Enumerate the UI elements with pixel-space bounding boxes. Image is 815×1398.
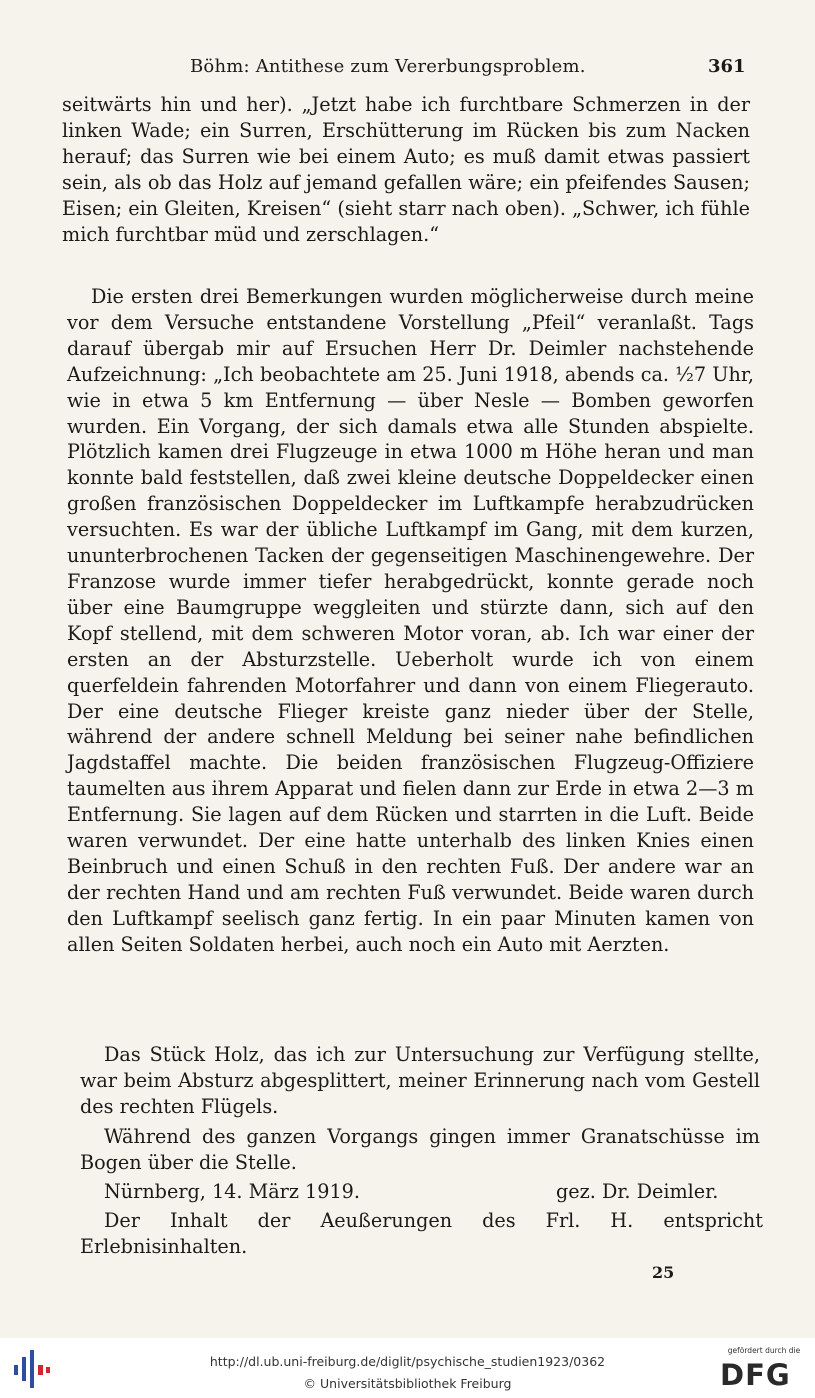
- paragraph-grenades: Während des ganzen Vorgangs gingen immer Granatschüsse im Bogen über die Stelle.: [80, 1125, 760, 1174]
- footer-url-link[interactable]: http://dl.ub.uni-freiburg.de/diglit/psychische_studien1923/0362: [209, 1354, 606, 1369]
- signature-place-date: Nürnberg, 14. März 1919.: [104, 1180, 360, 1203]
- paragraph-deimler-report: Die ersten drei Bemerkungen wurden möglicherweise durch meine vor dem Versuche entstandene Vorstellung „Pfeil“ veranlaßt. Tags darauf übergab mir auf Ersuchen Herr Dr. Deimler nachstehende Aufzeichnung: „Ich beobachtete am 25. Juni 1918, abends ca. ½7 Uhr, wie in etwa 5 km Entfernung — über Nesle — Bomben geworfen wurden. Ein Vorgang, der sich damals etwa alle Stunden abspielte. Plötzlich kamen drei Flugzeuge in etwa 1000 m Höhe heran und man konnte bald feststellen, daß zwei kleine deutsche Doppeldecker einen großen französischen Doppeldecker im Luftkampfe herabzudrücken versuchten. Es war der übliche Luftkampf im Gang, mit dem kurzen, ununterbrochenen Tacken der gegenseitigen Maschinengewehre. Der Franzose wurde immer tiefer herabgedrückt, konnte gerade noch über eine Baumgruppe weggleiten und stürzte dann, sich auf den Kopf stellend, mit dem schweren Motor voran, ab. Ich war einer der ersten an der Absturzstelle. Ueberholt wurde ich von einem querfeldein fahrenden Motorfahrer und dann von einem Fliegerauto. Der eine deutsche Flieger kreiste ganz nieder über der Stelle, während der andere schnell Meldung bei seiner nahe befindlichen Jagdstaffel machte. Die beiden französischen Flugzeug-Offiziere taumelten aus ihrem Apparat und fielen dann zur Erde in etwa 2—3 m Entfernung. Sie lagen auf dem Rücken und starrten in die Luft. Beide waren verwundet. Der eine hatte unterhalb des linken Knies einen Beinbruch und einen Schuß in den rechten Fuß. Der andere war an der rechten Hand und am rechten Fuß verwundet. Beide waren durch den Luftkampf seelisch ganz fertig. In ein paar Minuten kamen von allen Seiten Soldaten herbei, auch noch ein Auto mit Aerzten.: [67, 285, 754, 956]
- funding-note: gefördert durch die: [727, 1346, 801, 1355]
- paragraph-continuation: seitwärts hin und her). „Jetzt habe ich furchtbare Schmerzen in der linken Wade; ein Surren, Erschütterung im Rücken bis zum Nacken herauf; das Surren wie bei einem Auto; es muß damit etwas passiert sein, als ob das Holz auf jemand gefallen wäre; ein pfeifendes Sausen; Eisen; ein Gleiten, Kreisen“ (sieht starr nach oben). „Schwer, ich fühle mich furchtbar müd und zerschlagen.“: [62, 93, 750, 246]
- page-number: 361: [708, 56, 746, 77]
- footer-copyright: © Universitätsbibliothek Freiburg: [303, 1376, 512, 1391]
- signature-mark: 25: [652, 1263, 675, 1282]
- footer-bar: [0, 1338, 815, 1398]
- signature-line: [104, 1180, 744, 1206]
- dfg-logo-icon: DFG: [720, 1358, 791, 1392]
- running-title: Böhm: Antithese zum Vererbungsproblem.: [190, 56, 586, 77]
- dfg-funding-block: [718, 1346, 810, 1394]
- signature-name: gez. Dr. Deimler.: [556, 1180, 719, 1203]
- paragraph-closing: Der Inhalt der Aeußerungen des Frl. H. entspricht Erlebnisinhalten.: [80, 1209, 763, 1258]
- paragraph-wood-piece: Das Stück Holz, das ich zur Untersuchung zur Verfügung stellte, war beim Absturz abgesplittert, meiner Erinnerung nach vom Gestell des rechten Flügels.: [80, 1043, 760, 1118]
